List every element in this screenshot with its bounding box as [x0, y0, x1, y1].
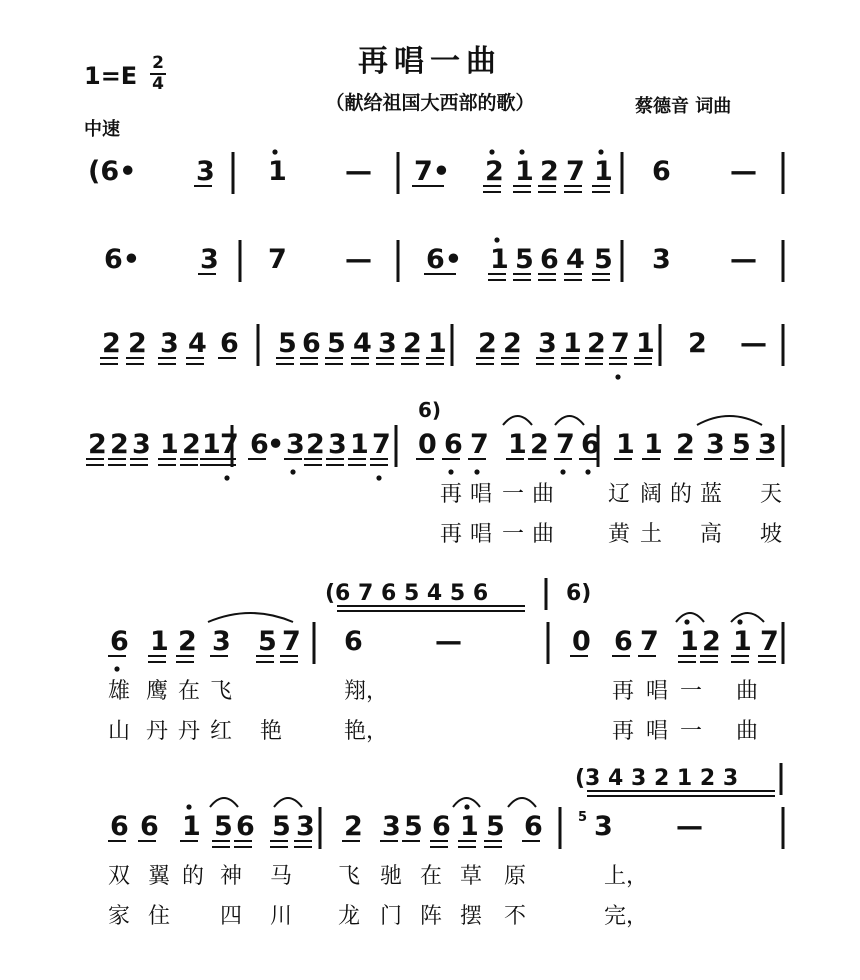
- lyric-character: 翔，: [344, 679, 389, 704]
- note: 5: [732, 429, 751, 460]
- dash-extension: —: [345, 244, 372, 275]
- lyric-character: 家: [108, 904, 131, 929]
- dash-extension: —: [345, 156, 372, 187]
- composer-credit: 蔡德音 词曲: [635, 96, 732, 117]
- note: 5: [404, 811, 423, 842]
- lyric-character: 住: [148, 904, 171, 929]
- note: 6: [140, 811, 159, 842]
- note: 3: [706, 429, 725, 460]
- lyric-character: 土: [640, 522, 663, 547]
- repeat-note-marker: 6): [418, 398, 442, 422]
- note: 7: [282, 626, 301, 657]
- lyric-character: 一: [680, 679, 703, 704]
- note: 1: [150, 626, 169, 657]
- note: 1: [428, 328, 447, 359]
- lyric-character: 阔: [640, 482, 663, 507]
- note: 7•: [414, 156, 451, 187]
- note: 6: [581, 429, 600, 460]
- note: 7: [220, 429, 239, 460]
- slur: [210, 798, 238, 807]
- note: 7: [566, 156, 585, 187]
- note: 3: [758, 429, 777, 460]
- note: 6: [652, 156, 671, 187]
- tempo-marking: 中速: [84, 119, 120, 140]
- lyric-character: 再: [612, 719, 635, 744]
- lyric-character: 的: [670, 482, 693, 507]
- octave-dot-above: [494, 237, 499, 242]
- octave-dot-above: [272, 149, 277, 154]
- note: 2: [403, 328, 422, 359]
- lyric-character: 丹: [146, 719, 169, 744]
- time-signature-bottom: 4: [152, 74, 164, 94]
- prelude-end: 6): [566, 581, 592, 606]
- octave-dot-above: [186, 804, 191, 809]
- lyric-character: 曲: [532, 482, 555, 507]
- note: 6: [250, 429, 269, 460]
- note: 1: [268, 156, 287, 187]
- octave-dot-above: [489, 149, 494, 154]
- song-title: 再唱一曲: [358, 44, 502, 79]
- note: 1: [508, 429, 527, 460]
- note: 3: [382, 811, 401, 842]
- note: 1: [202, 429, 221, 460]
- octave-dot-below: [376, 475, 381, 480]
- note: 2: [688, 328, 707, 359]
- note: 6•: [426, 244, 463, 275]
- note: 6: [110, 626, 129, 657]
- lyric-character: 唱: [470, 522, 493, 547]
- lyric-character: 的: [182, 864, 205, 889]
- lyric-character: 高: [700, 522, 723, 547]
- note: 1: [490, 244, 509, 275]
- note: 7: [760, 626, 779, 657]
- note: 6: [110, 811, 129, 842]
- lyric-character: 龙: [338, 904, 361, 929]
- octave-dot-below: [114, 666, 119, 671]
- lyric-character: 完，: [604, 904, 649, 929]
- note: 0: [418, 429, 437, 460]
- lyric-character: 马: [270, 864, 293, 889]
- note: 6: [302, 328, 321, 359]
- octave-dot-below: [448, 469, 453, 474]
- lyric-character: 曲: [532, 522, 555, 547]
- lyric-character: 一: [680, 719, 703, 744]
- lyric-character: 驰: [380, 864, 403, 889]
- lyric-character: 上，: [604, 864, 649, 889]
- note: 2: [485, 156, 504, 187]
- prelude-phrase: (6 7 6 5 4 5 6: [325, 581, 489, 606]
- octave-dot-below: [560, 469, 565, 474]
- note: 3: [132, 429, 151, 460]
- lyric-character: 曲: [736, 719, 759, 744]
- lyric-character: 再: [612, 679, 635, 704]
- note: 1: [594, 156, 613, 187]
- time-signature-top: 2: [152, 53, 164, 73]
- slur: [503, 416, 532, 425]
- octave-dot-above: [519, 149, 524, 154]
- note: 1: [160, 429, 179, 460]
- note: 6•: [104, 244, 141, 275]
- octave-dot-above: [598, 149, 603, 154]
- lyric-character: 艳: [260, 719, 283, 744]
- note: 2: [478, 328, 497, 359]
- lyric-character: 黄: [608, 522, 631, 547]
- slur: [555, 416, 584, 425]
- dash-extension: —: [676, 811, 703, 842]
- lyric-character: 飞: [210, 679, 233, 704]
- note: 6: [344, 626, 363, 657]
- note: 3: [378, 328, 397, 359]
- lyric-character: 川: [270, 904, 293, 929]
- dash-extension: —: [730, 244, 757, 275]
- lyric-character: 红: [210, 719, 233, 744]
- note: 6: [524, 811, 543, 842]
- slur: [731, 613, 764, 622]
- note: 1: [616, 429, 635, 460]
- note: 3: [538, 328, 557, 359]
- lyric-character: 阵: [420, 904, 443, 929]
- lyric-character: 门: [380, 904, 403, 929]
- note: 0: [572, 626, 591, 657]
- note: (6•: [88, 156, 137, 187]
- lyric-character: 不: [504, 904, 527, 929]
- note: 1: [680, 626, 699, 657]
- note: 5: [214, 811, 233, 842]
- note: 6: [236, 811, 255, 842]
- note: 2: [344, 811, 363, 842]
- note: 6: [444, 429, 463, 460]
- lyric-character: 翼: [148, 864, 171, 889]
- slur: [697, 416, 762, 425]
- prelude-phrase: (3 4 3 2 1 2 3: [575, 766, 739, 791]
- slur: [508, 798, 536, 807]
- note: 5: [278, 328, 297, 359]
- note: 1: [515, 156, 534, 187]
- note: 2: [128, 328, 147, 359]
- note: 3: [160, 328, 179, 359]
- note: 2: [110, 429, 129, 460]
- lyric-character: 艳，: [344, 719, 389, 744]
- lyric-character: 双: [108, 864, 131, 889]
- octave-dot-below: [290, 469, 295, 474]
- dash-extension: —: [435, 626, 462, 657]
- note: 1: [350, 429, 369, 460]
- note: 4: [188, 328, 207, 359]
- lyric-character: 辽: [608, 482, 631, 507]
- note: 5: [486, 811, 505, 842]
- lyric-character: 坡: [760, 522, 783, 547]
- note: 2: [102, 328, 121, 359]
- note: 5: [594, 244, 613, 275]
- note: •: [267, 429, 285, 460]
- note: 3: [328, 429, 347, 460]
- octave-dot-above: [737, 619, 742, 624]
- note: 7: [640, 626, 659, 657]
- note: 1: [460, 811, 479, 842]
- slur: [676, 613, 704, 622]
- lyric-character: 曲: [736, 679, 759, 704]
- lyric-character: 神: [220, 864, 243, 889]
- lyric-character: 唱: [646, 719, 669, 744]
- note: 7: [268, 244, 287, 275]
- note: 7: [556, 429, 575, 460]
- note: 3: [200, 244, 219, 275]
- lyric-character: 鹰: [146, 679, 169, 704]
- note: 2: [503, 328, 522, 359]
- note: 4: [353, 328, 372, 359]
- note: 1: [182, 811, 201, 842]
- octave-dot-below: [224, 475, 229, 480]
- octave-dot-above: [684, 619, 689, 624]
- lyric-character: 再: [440, 522, 463, 547]
- lyric-character: 原: [504, 864, 527, 889]
- lyric-character: 飞: [338, 864, 361, 889]
- note: 4: [566, 244, 585, 275]
- note: 1: [563, 328, 582, 359]
- song-subtitle: （献给祖国大西部的歌）: [325, 92, 535, 114]
- lyric-character: 唱: [646, 679, 669, 704]
- lyric-character: 山: [108, 719, 131, 744]
- note: 2: [702, 626, 721, 657]
- note: 6: [614, 626, 633, 657]
- slur: [274, 798, 302, 807]
- octave-dot-above: [464, 804, 469, 809]
- note: 2: [178, 626, 197, 657]
- lyric-character: 雄: [108, 679, 131, 704]
- lyric-character: 唱: [470, 482, 493, 507]
- note: 5: [327, 328, 346, 359]
- slur: [208, 613, 293, 622]
- note: 2: [676, 429, 695, 460]
- note: 3: [196, 156, 215, 187]
- note: 2: [540, 156, 559, 187]
- grace-note: 5: [578, 810, 588, 825]
- lyric-character: 在: [178, 679, 201, 704]
- note: 3: [652, 244, 671, 275]
- dash-extension: —: [730, 156, 757, 187]
- note: 6: [540, 244, 559, 275]
- lyric-character: 一: [502, 482, 525, 507]
- note: 3: [594, 811, 613, 842]
- note: 3: [286, 429, 305, 460]
- note: 5: [272, 811, 291, 842]
- note: 2: [182, 429, 201, 460]
- lyric-character: 摆: [460, 904, 483, 929]
- note: 7: [372, 429, 391, 460]
- octave-dot-below: [585, 469, 590, 474]
- lyric-character: 再: [440, 482, 463, 507]
- dash-extension: —: [740, 328, 767, 359]
- note: 6: [220, 328, 239, 359]
- note: 1: [636, 328, 655, 359]
- note: 2: [306, 429, 325, 460]
- lyric-character: 草: [460, 864, 483, 889]
- note: 3: [212, 626, 231, 657]
- lyric-character: 天: [760, 482, 783, 507]
- lyric-character: 在: [420, 864, 443, 889]
- octave-dot-below: [615, 374, 620, 379]
- lyric-character: 蓝: [700, 482, 723, 507]
- key-signature: 1=E: [84, 62, 138, 90]
- note: 3: [296, 811, 315, 842]
- note: 7: [470, 429, 489, 460]
- note: 5: [258, 626, 277, 657]
- lyric-character: 四: [220, 904, 243, 929]
- note: 2: [88, 429, 107, 460]
- note: 1: [733, 626, 752, 657]
- octave-dot-below: [474, 469, 479, 474]
- lyric-character: 丹: [178, 719, 201, 744]
- note: 7: [611, 328, 630, 359]
- note: 2: [587, 328, 606, 359]
- note: 2: [530, 429, 549, 460]
- note: 5: [515, 244, 534, 275]
- note: 6: [432, 811, 451, 842]
- lyric-character: 一: [502, 522, 525, 547]
- note: 1: [644, 429, 663, 460]
